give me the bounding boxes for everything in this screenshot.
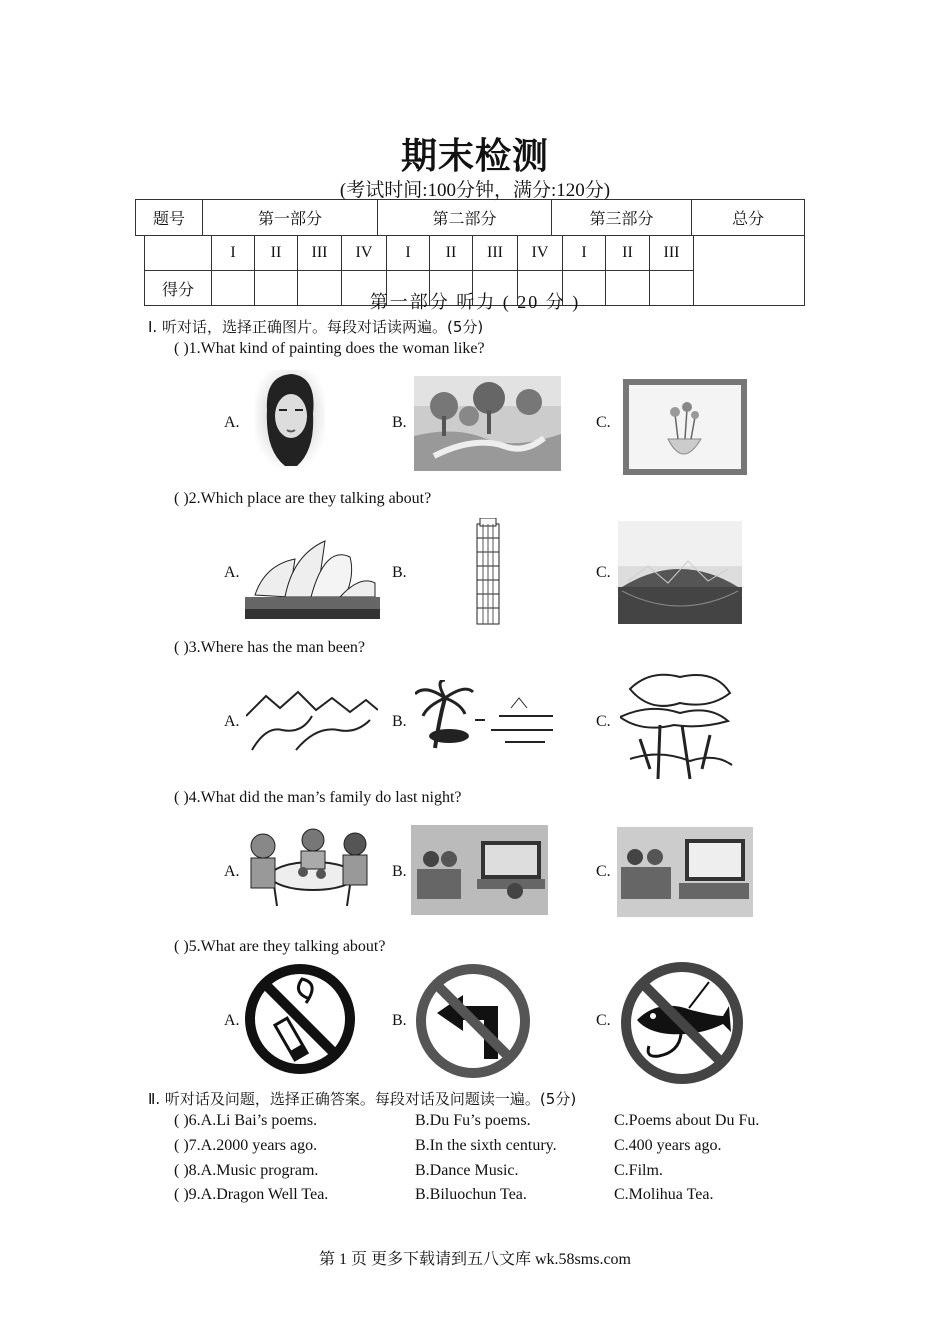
birds-nest-stadium-icon [618,521,742,624]
roman-numeral: III [298,236,342,271]
score-table [135,199,805,236]
option-b-label: B. [392,863,407,880]
option-c-label: C. [596,1012,611,1029]
forest-icon [620,669,735,784]
section-2-instruction: Ⅱ. 听对话及问题，选择正确答案。每段对话及问题读一遍。(5分) [148,1090,577,1108]
sydney-opera-house-icon [245,535,380,619]
exam-info: (考试时间:100分钟，满分:120分) [339,180,611,201]
question-4: ( )4.What did the man’s family do last night? [174,789,462,806]
part-1-title: 第一部分 听力 ( 20 分 ) [369,292,581,312]
question-1: ( )1.What kind of painting does the woman like? [174,340,485,357]
option-c-label: C. [596,713,611,730]
option-b-label: B. [392,414,407,431]
header-part-1: 第一部分 [203,200,378,236]
no-smoking-icon [244,963,356,1075]
landscape-painting-icon [414,376,561,471]
question-9-option-c: C.Molihua Tea. [614,1186,714,1203]
roman-numeral: II [606,236,650,271]
question-6-option-a: ( )6.A.Li Bai’s poems. [174,1112,318,1129]
header-part-2: 第二部分 [378,200,552,236]
family-watching-tv-icon [617,827,753,917]
option-c-label: C. [596,414,611,431]
question-7-option-b: B.In the sixth century. [415,1137,557,1154]
header-question-number: 题号 [136,200,203,236]
question-3: ( )3.Where has the man been? [174,639,366,656]
beach-icon [415,680,553,752]
roman-numeral: III [473,236,518,271]
portrait-painting-icon [255,370,325,472]
question-7-option-c: C.400 years ago. [614,1137,722,1154]
question-6-option-b: B.Du Fu’s poems. [415,1112,531,1129]
header-part-3: 第三部分 [552,200,692,236]
flower-painting-icon [623,379,747,475]
roman-numeral: IV [518,236,563,271]
no-fishing-icon [619,960,745,1086]
roman-numeral: II [255,236,298,271]
family-dinner-icon [243,826,379,908]
section-1-instruction: Ⅰ. 听对话，选择正确图片。每段对话读两遍。(5分) [148,318,484,336]
option-c-label: C. [596,564,611,581]
question-8-option-c: C.Film. [614,1162,663,1179]
option-c-label: C. [596,863,611,880]
family-watching-tv-icon [411,825,548,915]
option-a-label: A. [224,863,240,880]
roman-numeral: I [387,236,430,271]
mountains-icon [246,686,378,752]
question-7-option-a: ( )7.A.2000 years ago. [174,1137,318,1154]
page-title: 期末检测 [400,136,549,177]
roman-numeral: II [430,236,473,271]
option-a-label: A. [224,414,240,431]
roman-numeral: I [563,236,606,271]
header-total: 总分 [692,200,805,236]
question-9-option-b: B.Biluochun Tea. [415,1186,527,1203]
option-a-label: A. [224,564,240,581]
option-b-label: B. [392,713,407,730]
roman-numeral: IV [342,236,387,271]
leaning-tower-of-pisa-icon [470,518,506,626]
option-b-label: B. [392,564,407,581]
question-8-option-b: B.Dance Music. [415,1162,519,1179]
option-a-label: A. [224,713,240,730]
no-left-turn-icon [415,963,531,1079]
option-b-label: B. [392,1012,407,1029]
question-6-option-c: C.Poems about Du Fu. [614,1112,760,1129]
question-9-option-a: ( )9.A.Dragon Well Tea. [174,1186,329,1203]
question-5: ( )5.What are they talking about? [174,938,386,955]
question-2: ( )2.Which place are they talking about? [174,490,432,507]
page-footer: 第 1 页 更多下载请到五八文库 wk.58sms.com [318,1251,631,1268]
score-label: 得分 [145,271,212,306]
option-a-label: A. [224,1012,240,1029]
roman-numeral: III [650,236,694,271]
roman-numeral: I [212,236,255,271]
question-8-option-a: ( )8.A.Music program. [174,1162,319,1179]
